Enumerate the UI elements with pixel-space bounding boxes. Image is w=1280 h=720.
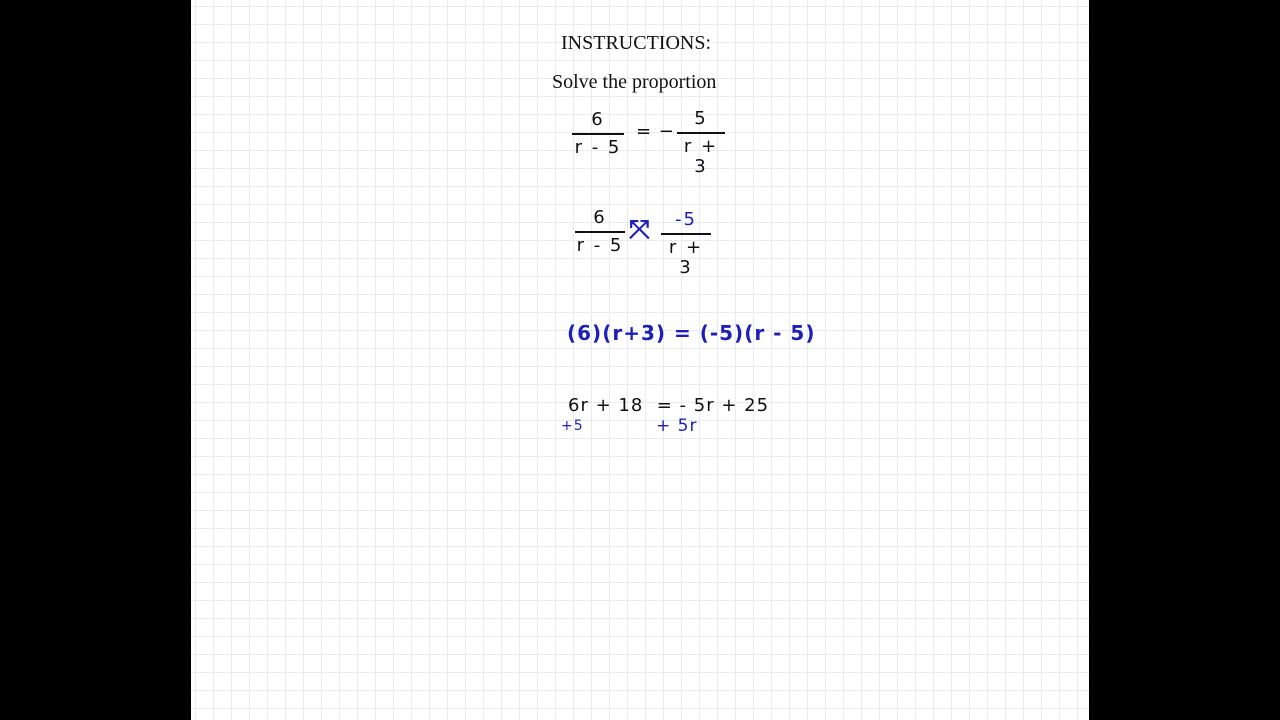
problem-right-fraction [677, 109, 725, 177]
fraction-bar [572, 133, 624, 135]
cross-left-fraction [575, 208, 625, 256]
cross-left-numerator: 6 [593, 207, 607, 228]
step-expand-left-note: +5 [561, 418, 584, 434]
fraction-bar [677, 132, 725, 134]
problem-left-denominator: r - 5 [574, 137, 622, 158]
step-expand-right-note: + 5r [656, 416, 698, 436]
cross-right-fraction [661, 210, 711, 278]
worksheet-page [191, 0, 1089, 720]
cross-left-denominator: r - 5 [576, 235, 624, 256]
fraction-bar [661, 233, 711, 235]
cross-right-denominator: r + 3 [668, 237, 704, 278]
problem-equals-minus: = − [636, 121, 675, 142]
instructions-heading: INSTRUCTIONS: [561, 32, 712, 54]
problem-right-numerator: 5 [694, 108, 708, 129]
cross-multiply-arrows-icon: ⤧ [629, 215, 651, 245]
problem-left-numerator: 6 [591, 109, 605, 130]
step-product-equation: (6)(r+3) = (-5)(r - 5) [567, 321, 816, 345]
step-expand-equation: 6r + 18 = - 5r + 25 [568, 395, 770, 416]
cross-right-numerator: -5 [675, 209, 697, 230]
problem-right-denominator: r + 3 [683, 136, 719, 177]
problem-left-fraction [572, 110, 624, 158]
fraction-bar [575, 231, 625, 233]
instructions-subheading: Solve the proportion [552, 71, 717, 93]
